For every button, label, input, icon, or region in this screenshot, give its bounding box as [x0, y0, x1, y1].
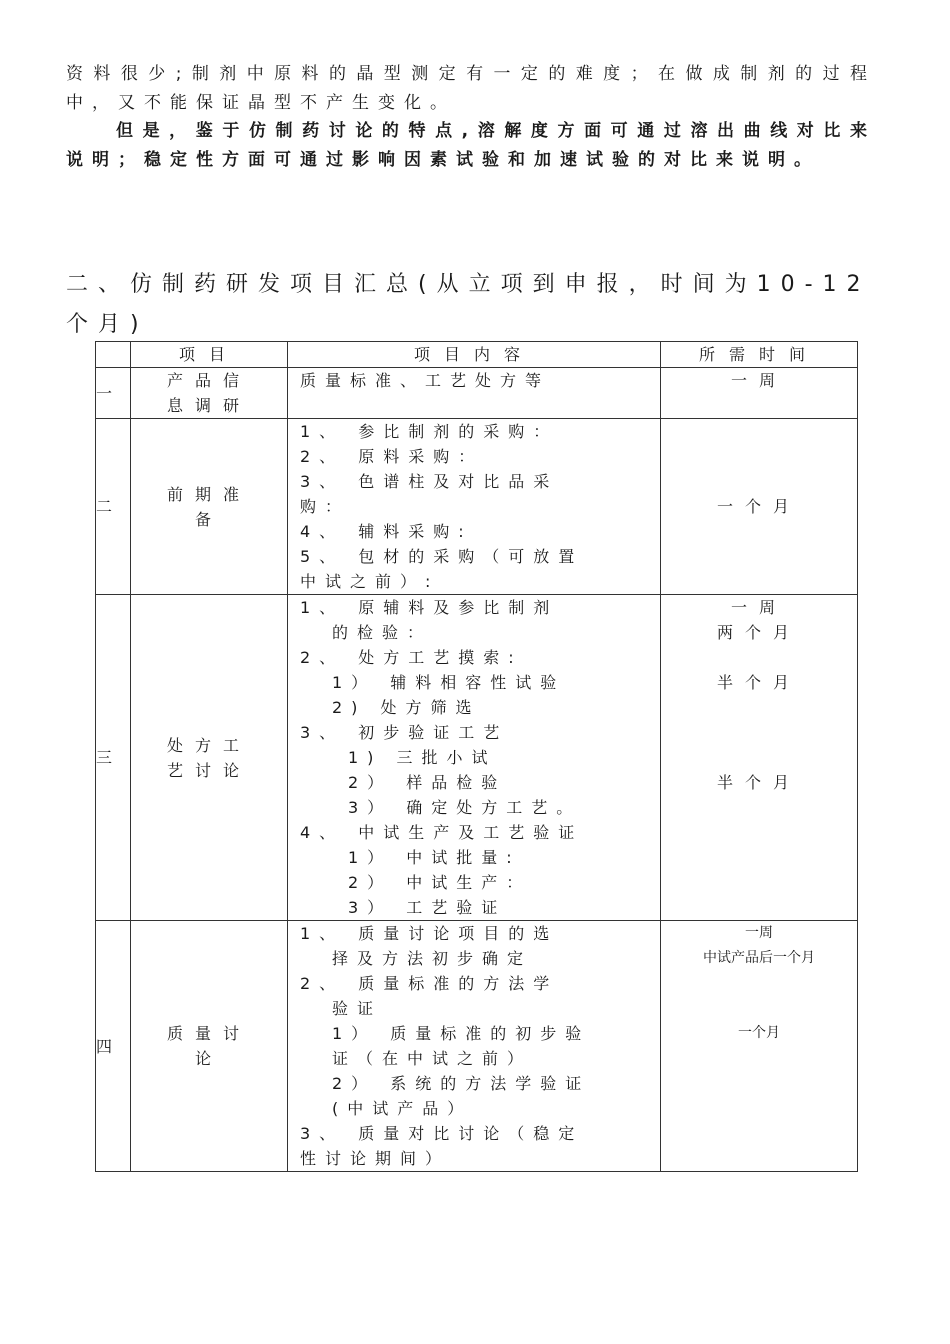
time-line: 一个月: [738, 1025, 780, 1041]
content-line: 3、 色谱柱及对比品采: [300, 472, 559, 491]
row-time: [661, 595, 858, 921]
time-line: 一周: [745, 925, 773, 941]
content-line: 择及方法初步确定: [332, 949, 533, 968]
time-line: 一周: [730, 371, 787, 390]
time-line: 一个月: [716, 497, 801, 516]
content-line: 3、 质量对比讨论（稳定: [300, 1124, 584, 1143]
table-row: [96, 368, 858, 419]
content-line: 1、 原辅料及参比制剂: [300, 598, 559, 617]
time-line: [661, 695, 857, 720]
content-line: 2、 原料采购：: [300, 447, 484, 466]
row-item: [131, 368, 288, 419]
table-header-row: [96, 342, 858, 368]
content-line: 证（在中试之前）: [332, 1049, 533, 1068]
row-time: [661, 419, 858, 595]
row-number: 一: [96, 368, 131, 419]
conclusion-paragraph: 但是，鉴于仿制药讨论的特点,溶解度方面可通过溶出曲线对比来说明；稳定性方面可通过影响因素试验和加速试验的对比来说明。: [66, 121, 876, 170]
content-line: 1） 质量标准的初步验: [332, 1024, 591, 1043]
content-line: 3） 确定处方工艺。: [348, 798, 582, 817]
row-number: 二: [96, 419, 131, 595]
time-line: [661, 996, 857, 1021]
content-line: 中试之前）:: [300, 572, 440, 591]
row-number: 三: [96, 595, 131, 921]
intro-paragraph: 资料很少;制剂中原料的晶型测定有一定的难度；在做成制剂的过程中，又不能保证晶型不产生变化。: [66, 64, 876, 113]
row-item: [131, 595, 288, 921]
time-line: [661, 720, 857, 745]
row-item-label: 质量讨论: [166, 1024, 251, 1068]
time-line: 半个月: [716, 773, 801, 792]
content-line: 质量标准、工艺处方等: [300, 371, 551, 390]
content-line: 1、 质量讨论项目的选: [300, 924, 559, 943]
time-line: [661, 971, 857, 996]
header-index: [96, 342, 131, 368]
header-item: 项目: [131, 342, 288, 368]
content-line: 性讨论期间）: [300, 1149, 451, 1168]
content-line: 2） 系统的方法学验证: [332, 1074, 591, 1093]
row-time: [661, 368, 858, 419]
row-item: [131, 921, 288, 1172]
time-line: [661, 745, 857, 770]
row-content: [288, 595, 661, 921]
content-line: 1) 三批小试: [348, 748, 497, 767]
row-content: [288, 419, 661, 595]
table-row: [96, 595, 858, 921]
header-content: 项目内容: [288, 342, 661, 368]
content-line: 2） 样品检验: [348, 773, 507, 792]
content-line: 2、 处方工艺摸索:: [300, 648, 523, 667]
content-line: 1） 辅料相容性试验: [332, 673, 566, 692]
header-time: 所需时间: [661, 342, 858, 368]
table-row: [96, 419, 858, 595]
content-line: 验证: [332, 999, 383, 1018]
row-time: [661, 921, 858, 1172]
row-content: [288, 368, 661, 419]
row-item: [131, 419, 288, 595]
row-item-label: 前期准备: [166, 484, 251, 529]
row-content: [288, 921, 661, 1172]
content-line: 2、 质量标准的方法学: [300, 974, 559, 993]
time-line: 中试产品后一个月: [703, 950, 815, 966]
content-line: 2） 中试生产：: [348, 873, 532, 892]
row-item-label: 处方工艺讨论: [166, 735, 251, 780]
row-item-label: 产品信息调研: [166, 371, 251, 415]
row-number: 四: [96, 921, 131, 1172]
content-line: 2) 处方筛选: [332, 698, 481, 717]
content-line: 1、 参比制剂的采购：: [300, 422, 559, 441]
content-line: 的检验：: [332, 623, 433, 642]
content-line: 1） 中试批量:: [348, 848, 521, 867]
content-line: 3、 初步验证工艺: [300, 723, 509, 742]
time-line: 两个月: [716, 623, 801, 642]
section-heading: 二、仿制药研发项目汇总(从立项到申报，时间为10-12个月): [66, 272, 871, 337]
content-line: 购：: [300, 497, 351, 516]
content-line: 5、 包材的采购（可放置: [300, 547, 584, 566]
content-line: (中试产品）: [332, 1099, 473, 1118]
content-line: 4、 辅料采购:: [300, 522, 473, 541]
content-line: 4、 中试生产及工艺验证: [300, 823, 584, 842]
time-line: [661, 645, 857, 670]
content-line: 3） 工艺验证: [348, 898, 507, 917]
table-row: [96, 921, 858, 1172]
time-line: 一周: [730, 598, 787, 617]
time-line: 半个月: [716, 673, 801, 692]
project-summary-table: [95, 341, 858, 1172]
